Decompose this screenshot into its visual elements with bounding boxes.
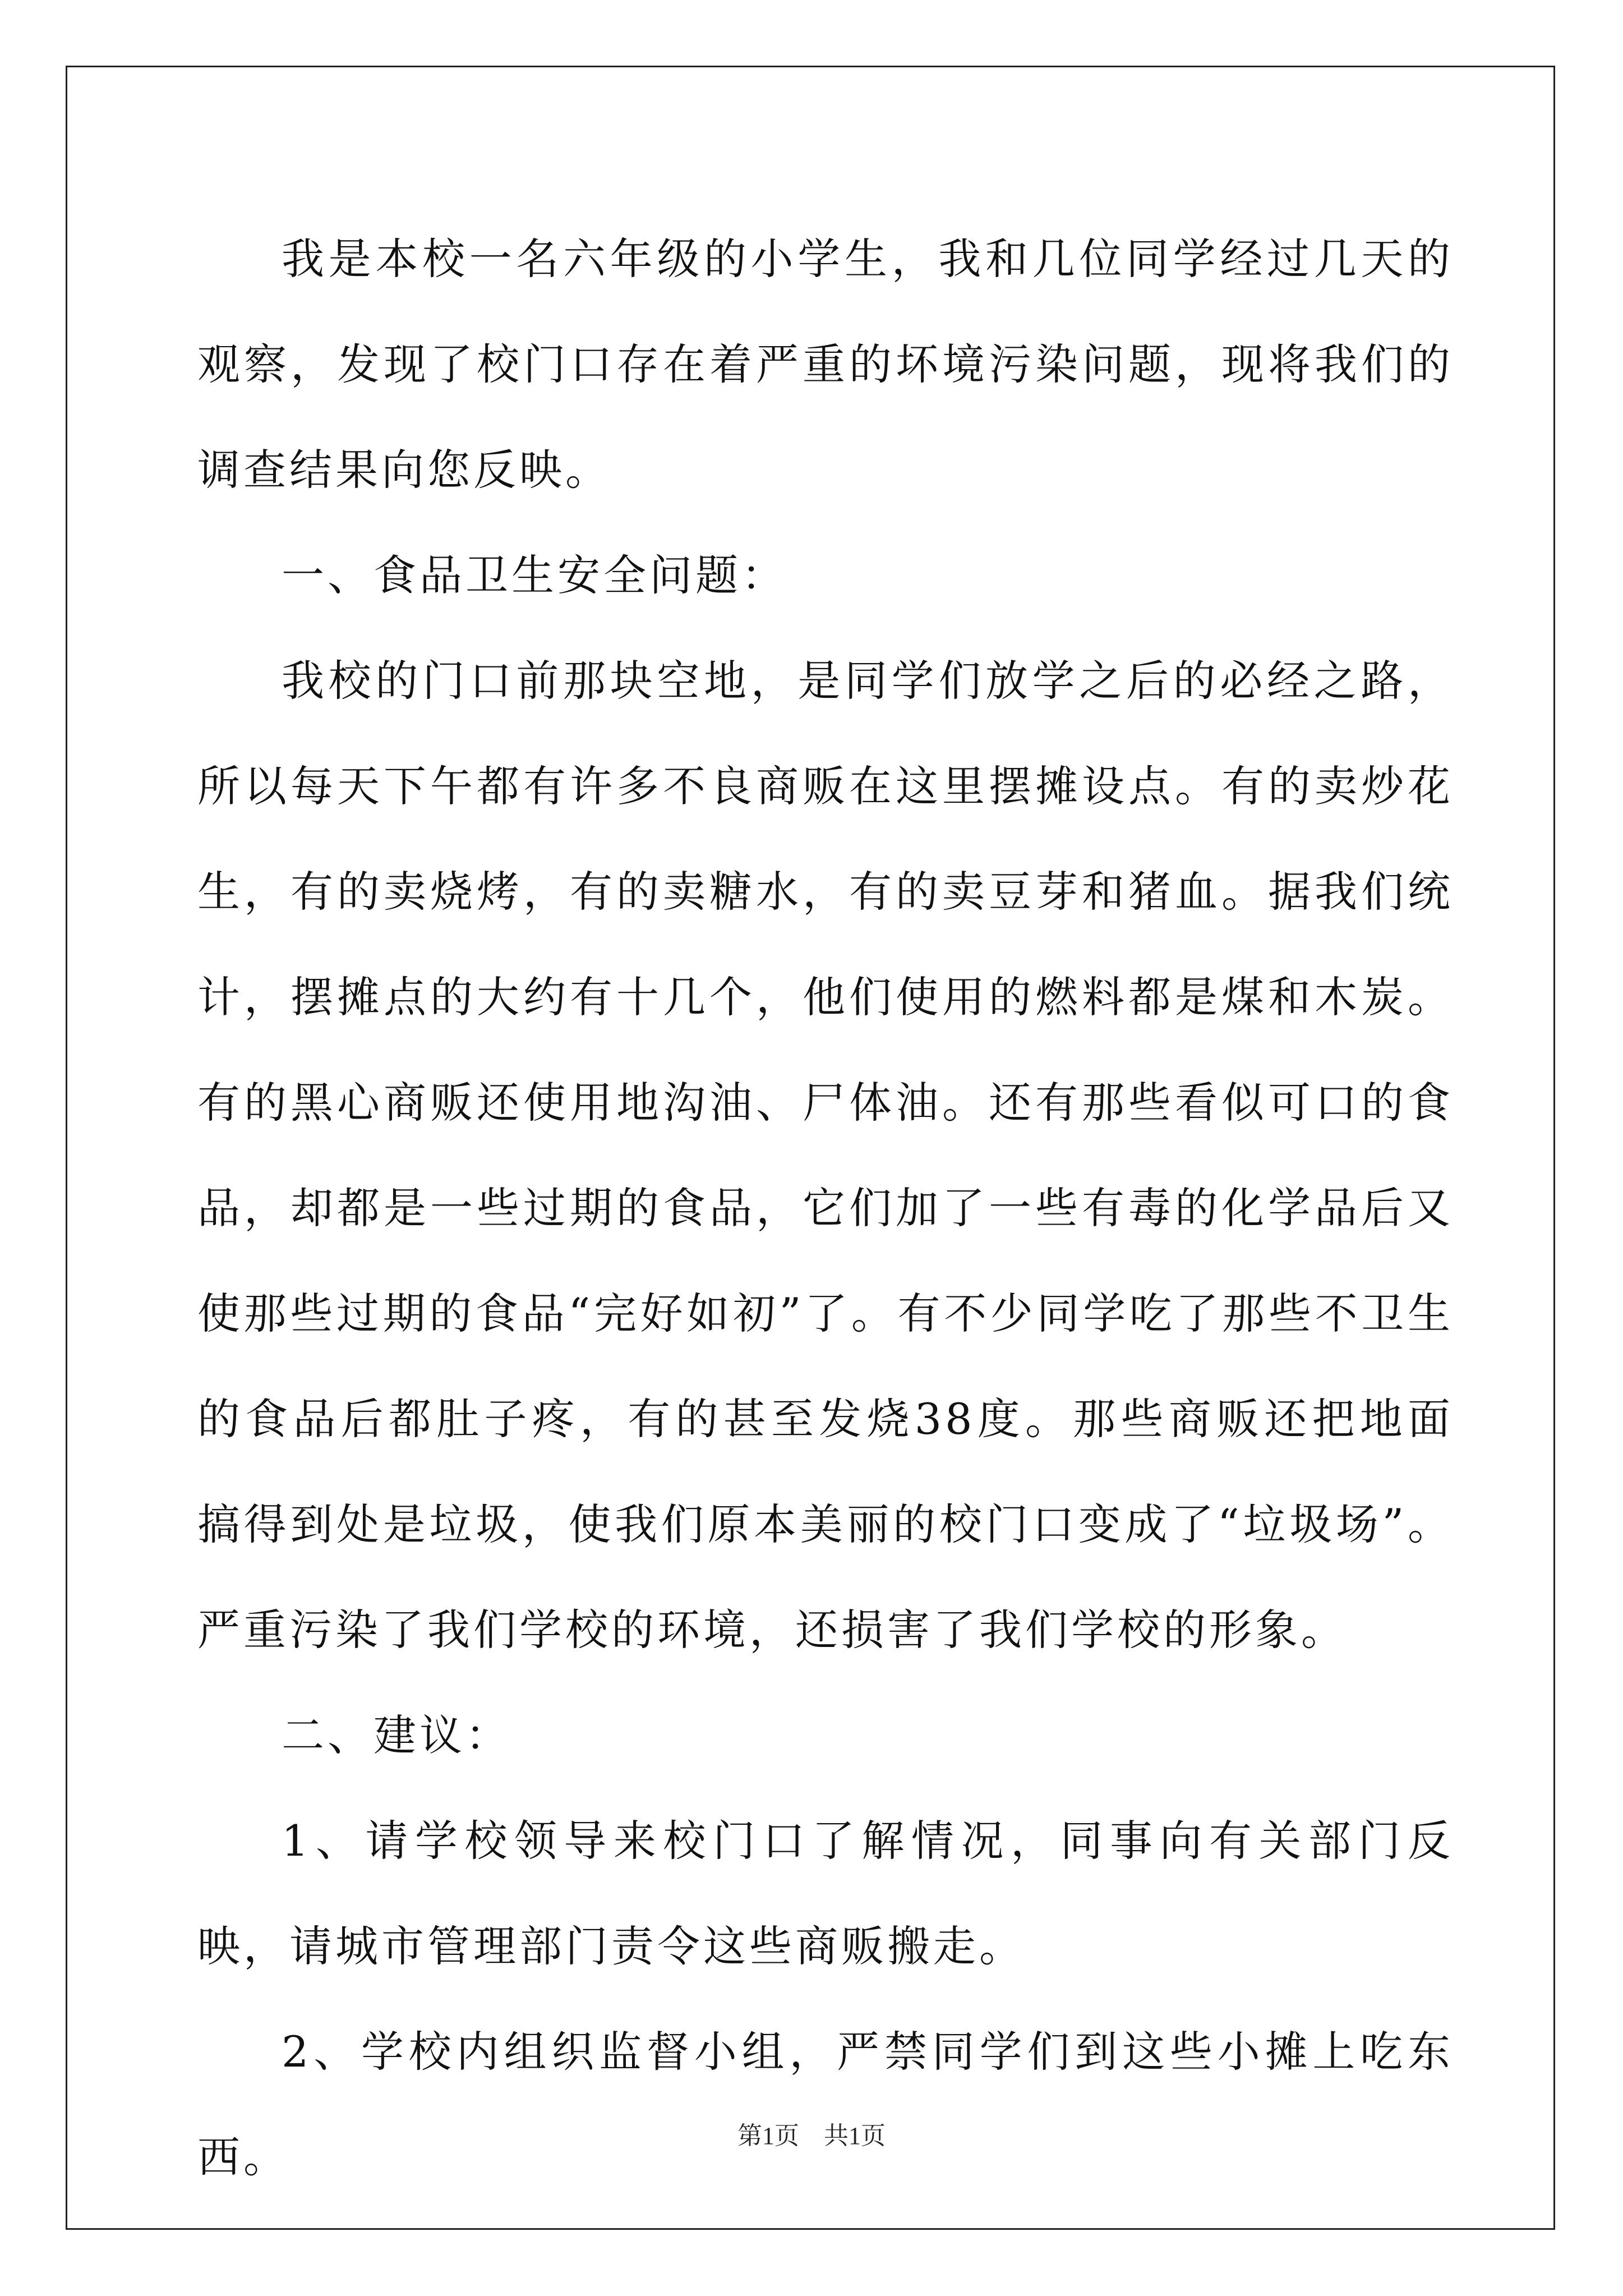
- paragraph-suggestion-2: 2、学校内组织监督小组，严禁同学们到这些小摊上吃东西。: [197, 2027, 1454, 2182]
- document-body: [197, 206, 1454, 2210]
- paragraph-suggestion-1: 1、请学校领导来校门口了解情况，同事向有关部门反映，请城市管理部门责令这些商贩搬走。: [197, 1816, 1454, 1971]
- heading-food-safety: 一、食品卫生安全问题：: [282, 550, 787, 600]
- paragraph-food-safety: 我校的门口前那块空地，是同学们放学之后的必经之路，所以每天下午都有许多不良商贩在这里摆摊设点。有的卖炒花生，有的卖烧烤，有的卖糖水，有的卖豆芽和猪血。据我们统计，摆摊点的大约有十几个，他们使用的燃料都是煤和木炭。有的黑心商贩还使用地沟油、尸体油。还有那些看似可口的食品，却都是一些过期的食品，它们加了一些有毒的化学品后又使那些过期的食品“完好如初”了。有不少同学吃了那些不卫生的食品后都肚子疼，有的甚至发烧38度。那些商贩还把地面搞得到处是垃圾，使我们原本美丽的校门口变成了“垃圾场”。严重污染了我们学校的环境，还损害了我们学校的形象。: [197, 656, 1454, 1655]
- paragraph-intro: 我是本校一名六年级的小学生，我和几位同学经过几天的观察，发现了校门口存在着严重的坏境污染问题，现将我们的调查结果向您反映。: [197, 234, 1454, 495]
- heading-suggestions: 二、建议：: [282, 1710, 511, 1760]
- page-number-footer: 第1页 共1页: [737, 2122, 886, 2150]
